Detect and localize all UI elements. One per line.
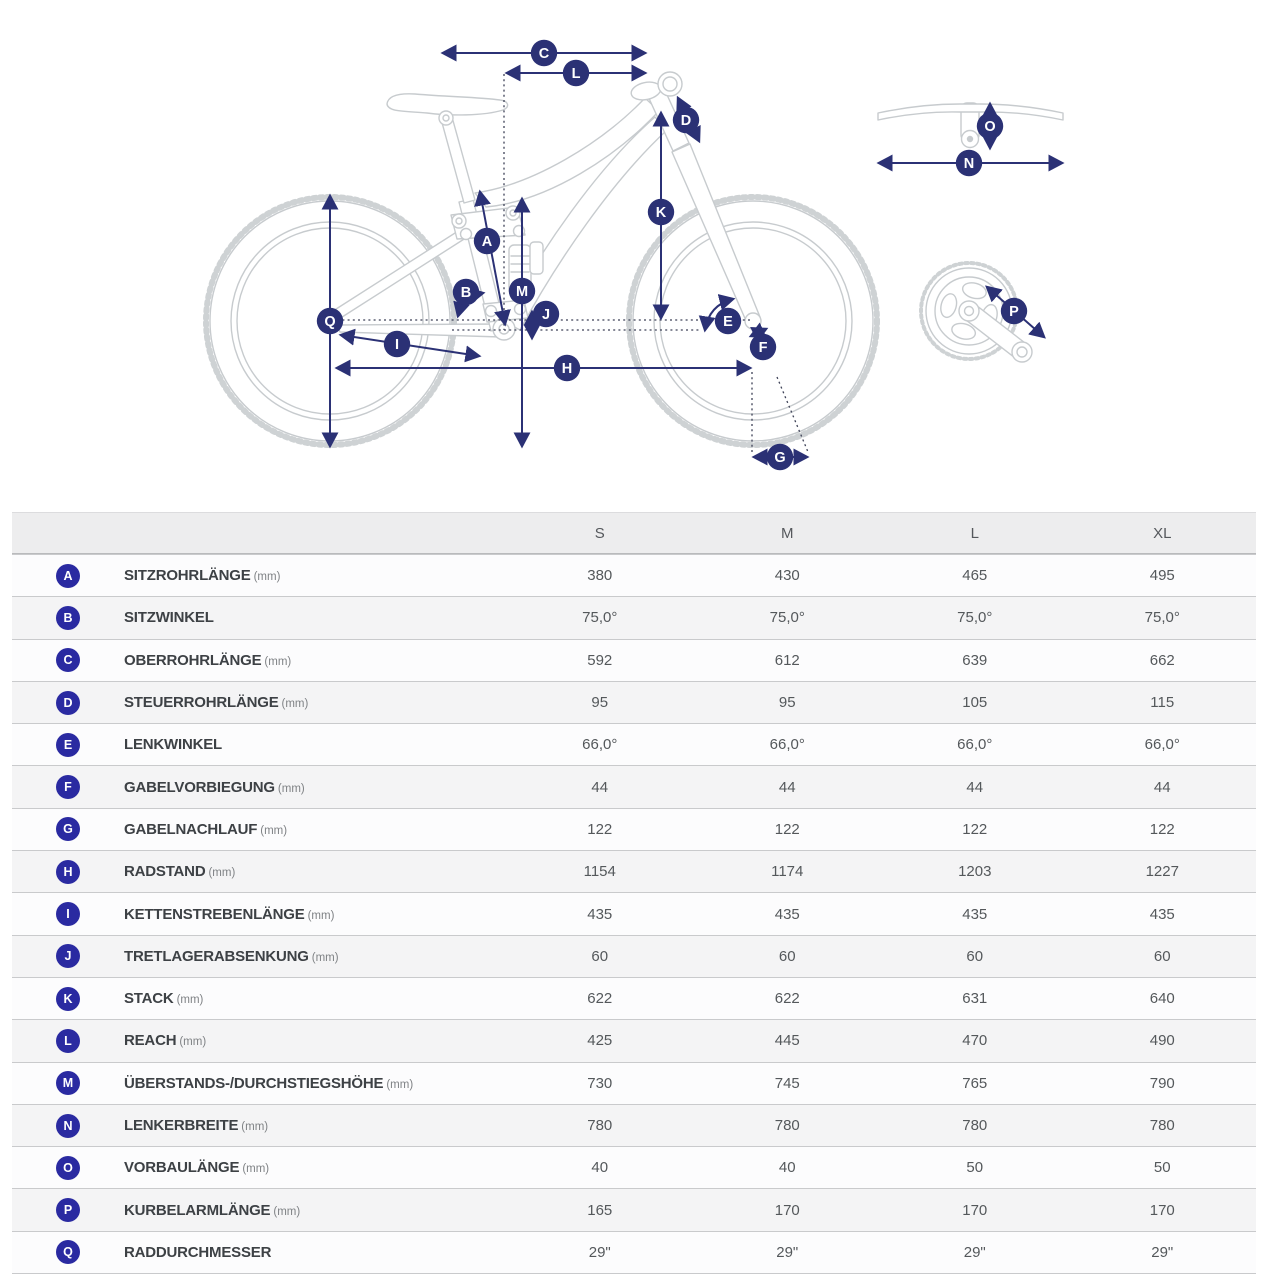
row-letter-badge: I (56, 902, 80, 926)
label-cell (124, 652, 506, 669)
row-value-m: 780 (774, 1117, 800, 1134)
row-value-m: 44 (778, 778, 796, 796)
row-value-l: 75,0° (957, 609, 993, 627)
row-value-s: 592 (587, 651, 613, 669)
row-letter-badge: O (56, 1156, 80, 1180)
badge-cell (12, 817, 124, 841)
row-value-s: 730 (587, 1074, 613, 1092)
row-value-m: 622 (774, 990, 800, 1008)
size-column-l: L (970, 524, 979, 542)
chainstay (337, 324, 501, 337)
row-value-l: 780 (962, 1117, 988, 1134)
table-row (12, 808, 1256, 850)
row-value-m: 122 (774, 820, 800, 838)
row-label: STEUERROHRLÄNGE (124, 694, 279, 712)
geometry-table (12, 512, 1256, 1274)
seatpost (441, 117, 475, 203)
row-value-m: 445 (774, 1032, 800, 1050)
table-row (12, 1146, 1256, 1188)
row-letter-badge: P (56, 1198, 80, 1222)
row-letter-badge: G (56, 817, 80, 841)
badge-cell (12, 1114, 124, 1138)
label-cell (124, 906, 506, 923)
row-value-l: 122 (962, 820, 988, 838)
row-value-xl: 490 (1149, 1032, 1175, 1050)
row-value-l: 29" (963, 1243, 986, 1261)
row-value-m: 95 (778, 694, 796, 712)
dimension-g (754, 444, 807, 470)
row-value-xl: 790 (1149, 1074, 1175, 1092)
size-column-m: M (781, 524, 794, 542)
table-row (12, 596, 1256, 638)
label-cell (124, 567, 506, 584)
badge-cell (12, 648, 124, 672)
marker-i: I (394, 337, 400, 353)
row-letter-badge: M (56, 1071, 80, 1095)
row-label: STACK (124, 990, 174, 1008)
row-value-xl: 780 (1149, 1117, 1175, 1134)
row-label: LENKERBREITE (124, 1117, 239, 1134)
table-row (12, 1231, 1256, 1273)
row-value-l: 105 (962, 694, 988, 712)
marker-h: H (561, 361, 573, 377)
row-value-m: 60 (778, 947, 796, 965)
table-row (12, 977, 1256, 1019)
badge-cell (12, 1198, 124, 1222)
row-letter-badge: F (56, 775, 80, 799)
row-value-xl: 44 (1153, 778, 1171, 796)
dimension-q (317, 196, 343, 446)
dimension-n (879, 150, 1062, 176)
row-value-m: 170 (774, 1201, 800, 1219)
table-row (12, 1019, 1256, 1061)
table-row (12, 765, 1256, 807)
row-unit: (mm) (281, 698, 309, 711)
row-value-xl: 662 (1149, 651, 1175, 669)
row-letter-badge: A (56, 564, 80, 588)
row-value-s: 380 (587, 567, 613, 585)
row-value-m: 40 (778, 1159, 796, 1177)
label-cell (124, 1117, 506, 1134)
row-value-m: 1174 (771, 863, 804, 881)
table-row (12, 1188, 1256, 1230)
label-cell (124, 609, 506, 626)
dimension-e (705, 299, 741, 334)
badge-cell (12, 733, 124, 757)
badge-cell (12, 1071, 124, 1095)
marker-q: Q (324, 314, 336, 330)
row-unit: (mm) (264, 655, 292, 668)
label-cell (124, 1075, 506, 1092)
row-value-s: 622 (587, 990, 613, 1008)
marker-d: D (680, 113, 692, 129)
row-value-l: 1203 (958, 863, 992, 881)
row-label: TRETLAGERABSENKUNG (124, 947, 309, 965)
row-value-s: 122 (587, 820, 613, 838)
row-value-s: 95 (591, 694, 609, 712)
label-cell (124, 863, 506, 880)
row-letter-badge: Q (56, 1240, 80, 1264)
row-value-s: 44 (591, 778, 609, 796)
row-value-s: 40 (591, 1159, 609, 1177)
row-value-m: 66,0° (769, 736, 805, 754)
dimension-f (750, 329, 776, 360)
row-value-s: 435 (587, 905, 613, 923)
row-value-xl: 75,0° (1144, 609, 1180, 627)
row-letter-badge: L (56, 1029, 80, 1053)
marker-c: C (538, 46, 550, 62)
row-label: SITZROHRLÄNGE (124, 567, 251, 585)
table-row (12, 723, 1256, 765)
row-letter-badge: B (56, 606, 80, 630)
row-value-l: 66,0° (957, 736, 993, 754)
table-row (12, 892, 1256, 934)
bar-clamp-inner (663, 77, 677, 91)
row-label: KETTENSTREBENLÄNGE (124, 905, 305, 923)
bike-geometry-diagram (0, 0, 1268, 512)
row-letter-badge: K (56, 987, 80, 1011)
row-label: GABELVORBIEGUNG (124, 778, 275, 796)
diagram-section (0, 0, 1268, 512)
badge-cell (12, 860, 124, 884)
marker-n: N (963, 156, 975, 172)
row-unit: (mm) (208, 867, 236, 880)
row-value-xl: 115 (1150, 694, 1175, 712)
row-value-s: 60 (591, 947, 609, 965)
row-label: KURBELARMLÄNGE (124, 1201, 271, 1219)
marker-p: P (1009, 304, 1019, 320)
geometry-table-body (12, 554, 1256, 1273)
row-unit: (mm) (241, 1121, 269, 1133)
table-row (12, 681, 1256, 723)
marker-k: K (655, 205, 667, 221)
row-label: SITZWINKEL (124, 609, 214, 627)
badge-cell (12, 987, 124, 1011)
size-column-xl: XL (1153, 524, 1172, 542)
marker-a: A (481, 234, 493, 250)
row-label: OBERROHRLÄNGE (124, 651, 262, 669)
table-row (12, 1104, 1256, 1146)
row-letter-badge: C (56, 648, 80, 672)
label-cell (124, 1202, 506, 1219)
row-label: GABELNACHLAUF (124, 820, 258, 838)
label-cell (124, 990, 506, 1007)
row-value-xl: 66,0° (1144, 736, 1180, 754)
badge-cell (12, 775, 124, 799)
row-value-s: 66,0° (582, 736, 618, 754)
row-value-xl: 60 (1153, 947, 1171, 965)
marker-o: O (984, 119, 996, 135)
row-unit: (mm) (277, 782, 305, 795)
row-value-s: 29" (588, 1243, 611, 1261)
table-row (12, 935, 1256, 977)
size-column-s: S (594, 524, 605, 542)
row-letter-badge: N (56, 1114, 80, 1138)
badge-cell (12, 606, 124, 630)
row-value-m: 29" (776, 1243, 799, 1261)
marker-l: L (571, 66, 581, 82)
row-value-l: 465 (962, 567, 988, 585)
bike-illustration (206, 72, 1063, 445)
row-unit: (mm) (273, 1205, 301, 1218)
row-value-xl: 50 (1153, 1159, 1171, 1177)
row-value-l: 639 (962, 651, 988, 669)
badge-cell (12, 691, 124, 715)
row-value-l: 435 (962, 905, 988, 923)
marker-m: M (515, 284, 529, 300)
row-unit: (mm) (307, 909, 335, 922)
label-cell (124, 948, 506, 965)
row-value-l: 50 (966, 1159, 984, 1177)
row-letter-badge: J (56, 944, 80, 968)
row-label: RADDURCHMESSER (124, 1243, 272, 1261)
row-value-m: 430 (774, 567, 800, 585)
row-value-m: 745 (774, 1074, 800, 1092)
badge-cell (12, 1240, 124, 1264)
row-value-s: 780 (587, 1117, 613, 1134)
handlebar-top-view (878, 103, 1063, 148)
row-value-xl: 435 (1149, 905, 1175, 923)
row-unit: (mm) (179, 1036, 207, 1049)
row-unit: (mm) (242, 1163, 270, 1176)
row-unit: (mm) (311, 951, 339, 964)
marker-e: E (723, 314, 733, 330)
row-value-m: 612 (774, 651, 800, 669)
row-value-s: 75,0° (582, 609, 618, 627)
row-unit: (mm) (253, 571, 281, 584)
row-value-xl: 29" (1151, 1243, 1174, 1261)
dimension-h (337, 355, 750, 381)
row-value-s: 1154 (583, 863, 616, 881)
row-value-xl: 640 (1149, 990, 1175, 1008)
row-value-xl: 122 (1149, 820, 1175, 838)
row-value-xl: 495 (1149, 567, 1175, 585)
badge-cell (12, 1029, 124, 1053)
row-unit: (mm) (176, 994, 204, 1007)
table-row (12, 554, 1256, 596)
label-cell (124, 1244, 506, 1261)
row-value-l: 470 (962, 1032, 988, 1050)
table-row (12, 639, 1256, 681)
dimension-b (453, 279, 483, 316)
label-cell (124, 736, 506, 753)
badge-cell (12, 902, 124, 926)
marker-b: B (460, 285, 472, 301)
row-value-l: 170 (962, 1201, 988, 1219)
row-label: RADSTAND (124, 863, 206, 881)
row-unit: (mm) (386, 1078, 414, 1091)
label-cell (124, 1032, 506, 1049)
dimension-l (507, 60, 645, 86)
dimension-c (443, 40, 645, 66)
label-cell (124, 779, 506, 796)
marker-j: J (541, 307, 551, 323)
row-label: REACH (124, 1032, 177, 1050)
row-value-l: 631 (962, 990, 988, 1008)
row-letter-badge: E (56, 733, 80, 757)
marker-f: F (758, 340, 768, 356)
row-value-m: 75,0° (769, 609, 805, 627)
row-value-l: 765 (962, 1074, 988, 1092)
badge-cell (12, 564, 124, 588)
row-letter-badge: D (56, 691, 80, 715)
badge-cell (12, 1156, 124, 1180)
row-label: VORBAULÄNGE (124, 1159, 240, 1177)
label-cell (124, 694, 506, 711)
row-value-l: 44 (966, 778, 984, 796)
table-row (12, 850, 1256, 892)
marker-g: G (774, 450, 786, 466)
row-value-xl: 1227 (1145, 863, 1179, 881)
label-cell (124, 821, 506, 838)
row-value-m: 435 (774, 905, 800, 923)
row-value-s: 425 (587, 1032, 613, 1050)
row-value-l: 60 (966, 947, 984, 965)
saddle-clamp-bolt (443, 115, 449, 121)
row-letter-badge: H (56, 860, 80, 884)
badge-cell (12, 944, 124, 968)
label-cell (124, 1159, 506, 1176)
row-label: LENKWINKEL (124, 736, 222, 754)
table-header-row (12, 512, 1256, 554)
dimension-j (532, 301, 559, 338)
row-value-xl: 170 (1149, 1201, 1175, 1219)
table-row (12, 1062, 1256, 1104)
row-unit: (mm) (260, 824, 288, 837)
row-value-s: 165 (587, 1201, 613, 1219)
fork (672, 144, 760, 323)
row-label: ÜBERSTANDS-/DURCHSTIEGSHÖHE (124, 1074, 384, 1092)
